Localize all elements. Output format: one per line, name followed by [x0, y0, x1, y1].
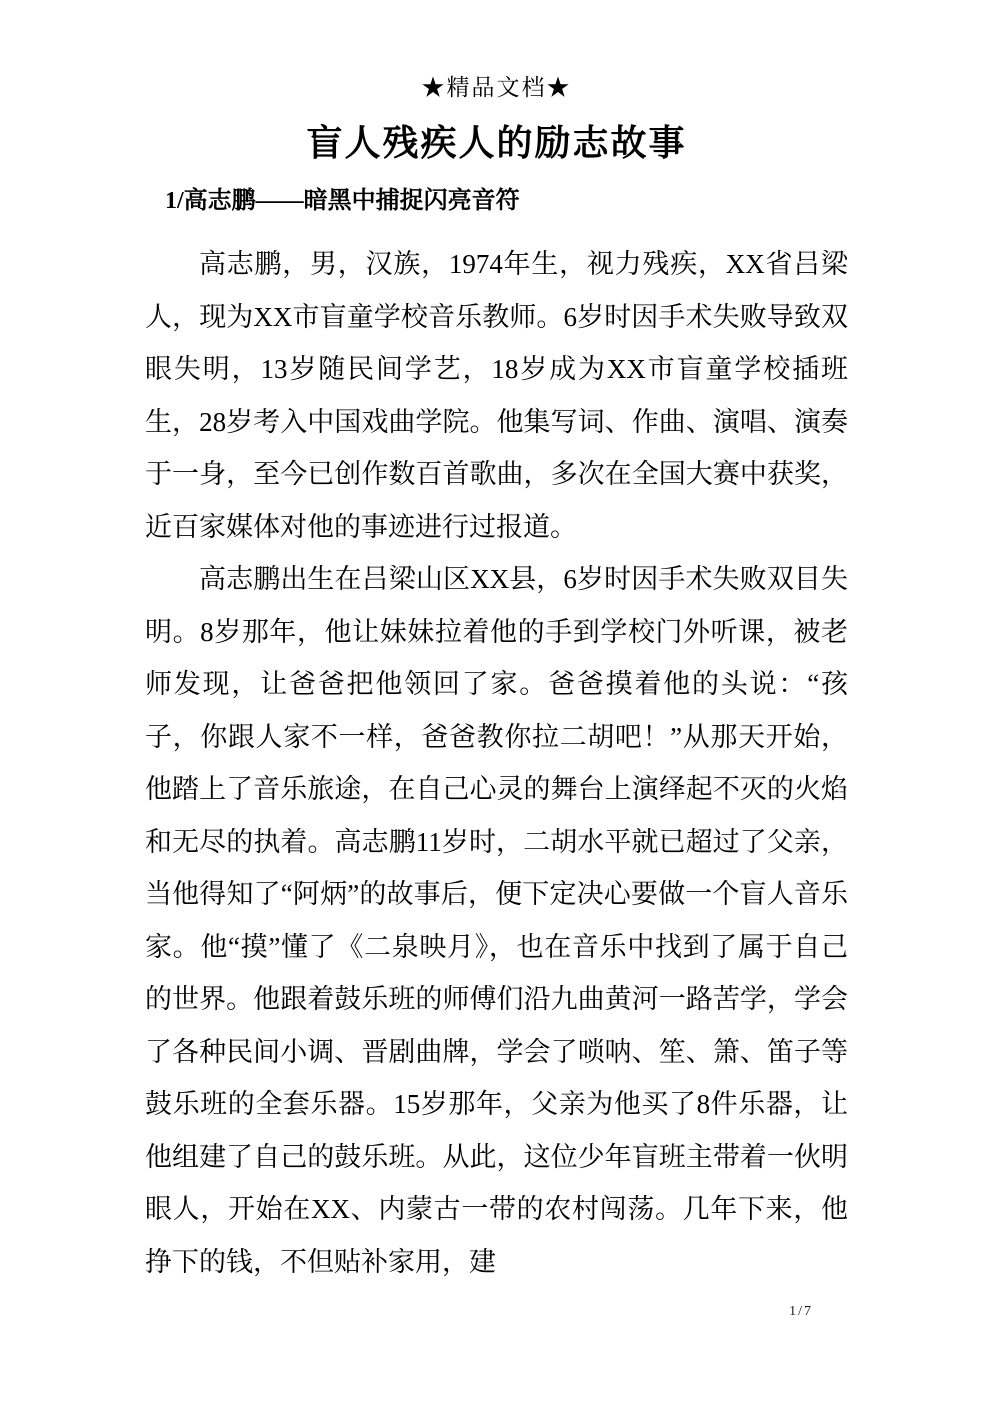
page-title: 盲人残疾人的励志故事: [306, 123, 687, 163]
paragraph: 高志鹏，男，汉族，1974年生，视力残疾，XX省吕梁人，现为XX市盲童学校音乐教师。6岁时因手术失败导致双眼失明，13岁随民间学艺，18岁成为XX市盲童学校插班生，28岁考入中国戏曲学院。他集写词、作曲、演唱、演奏于一身，至今已创作数百首歌曲，多次在全国大赛中获奖，近百家媒体对他的事迹进行过报道。: [145, 249, 848, 542]
document-body: [145, 238, 848, 1288]
page-number: 1/7: [789, 1304, 813, 1319]
paragraph: 高志鹏出生在吕梁山区XX县，6岁时因手术失败双目失明。8岁那年，他让妹妹拉着他的手到学校门外听课，被老师发现，让爸爸把他领回了家。爸爸摸着他的头说：“孩子，你跟人家不一样，爸爸教你拉二胡吧！”从那天开始，他踏上了音乐旅途，在自己心灵的舞台上演绎起不灭的火焰和无尽的执着。高志鹏11岁时，二胡水平就已超过了父亲，当他得知了“阿炳”的故事后，便下定决心要做一个盲人音乐家。他“摸”懂了《二泉映月》，也在音乐中找到了属于自己的世界。他跟着鼓乐班的师傅们沿九曲黄河一路苦学，学会了各种民间小调、晋剧曲牌，学会了唢呐、笙、箫、笛子等鼓乐班的全套乐器。15岁那年，父亲为他买了8件乐器，让他组建了自己的鼓乐班。从此，这位少年盲班主带着一伙明眼人，开始在XX、内蒙古一带的农村闯荡。几年下来，他挣下的钱，不但贴补家用，建: [145, 564, 848, 1277]
doc-header-label: ★精品文档★: [421, 75, 572, 100]
section-heading: 1/高志鹏——暗黑中捕捉闪亮音符: [165, 188, 520, 214]
